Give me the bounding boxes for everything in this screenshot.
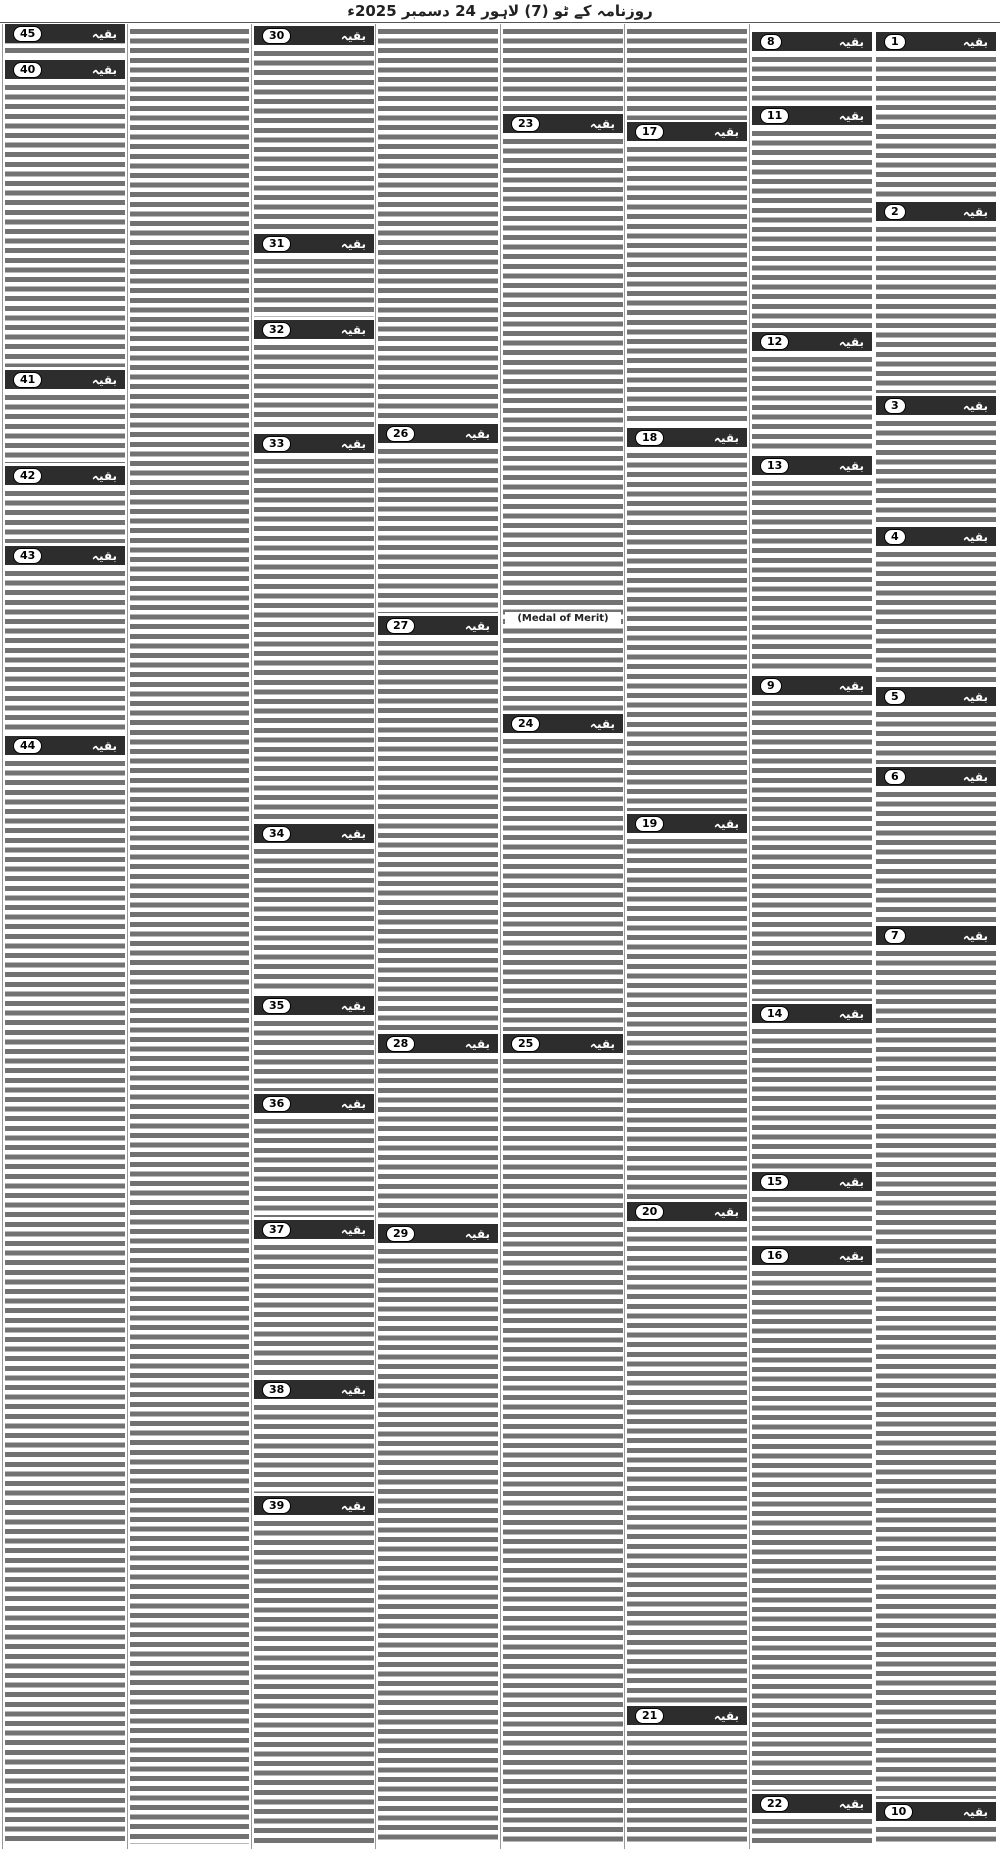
continuation-banner	[5, 60, 125, 79]
continuation-banner	[876, 1802, 996, 1821]
continuation-label: بقیہ	[340, 322, 366, 337]
continuation-number: 11	[760, 108, 789, 124]
continuation-number: 20	[635, 1204, 664, 1220]
article-text	[254, 48, 374, 231]
continuation-number: 38	[262, 1382, 291, 1398]
continuation-number: 15	[760, 1174, 789, 1190]
medal-of-merit-text: (Medal of Merit)	[505, 612, 621, 626]
column-4	[500, 24, 625, 1849]
continuation-banner	[752, 1004, 872, 1023]
continuation-banner	[254, 434, 374, 453]
continuation-label: بقیہ	[91, 372, 117, 387]
continuation-banner	[752, 1172, 872, 1191]
article-text	[254, 256, 374, 317]
continuation-label: بقیہ	[713, 816, 739, 831]
continuation-label: بقیہ	[962, 529, 988, 544]
continuation-number: 23	[511, 116, 540, 132]
article-text	[378, 638, 498, 1031]
article-text	[876, 1824, 996, 1844]
article-text	[5, 568, 125, 733]
continuation-number: 18	[635, 430, 664, 446]
continuation-label: بقیہ	[838, 458, 864, 473]
continuation-banner	[752, 1794, 872, 1813]
continuation-banner	[378, 1224, 498, 1243]
article-text	[752, 1026, 872, 1169]
continuation-banner	[752, 332, 872, 351]
continuation-banner	[5, 370, 125, 389]
continuation-number: 12	[760, 334, 789, 350]
continuation-number: 19	[635, 816, 664, 832]
continuation-banner	[503, 114, 623, 133]
article-text	[254, 1116, 374, 1217]
continuation-banner	[876, 687, 996, 706]
article-text	[627, 450, 747, 811]
continuation-banner	[254, 1496, 374, 1515]
continuation-label: بقیہ	[91, 738, 117, 753]
article-text	[876, 948, 996, 1799]
continuation-number: 10	[884, 1804, 913, 1820]
continuation-label: بقیہ	[91, 62, 117, 77]
continuation-label: بقیہ	[962, 34, 988, 49]
continuation-label: بقیہ	[838, 34, 864, 49]
continuation-banner	[254, 1094, 374, 1113]
continuation-number: 6	[884, 769, 906, 785]
column-8	[2, 24, 127, 1849]
article-text	[876, 224, 996, 393]
continuation-label: بقیہ	[713, 1708, 739, 1723]
continuation-banner	[627, 814, 747, 833]
continuation-label: بقیہ	[713, 124, 739, 139]
continuation-label: بقیہ	[340, 1222, 366, 1237]
article-text	[876, 549, 996, 684]
continuation-banner	[876, 926, 996, 945]
continuation-banner	[752, 456, 872, 475]
newspaper-masthead: روزنامہ کے ٹو (7) لاہور 24 دسمبر 2025ء	[0, 0, 1000, 23]
continuation-number: 29	[386, 1226, 415, 1242]
continuation-number: 16	[760, 1248, 789, 1264]
article-text	[254, 1518, 374, 1844]
continuation-number: 17	[635, 124, 664, 140]
continuation-banner	[876, 767, 996, 786]
newspaper-columns	[2, 24, 998, 1849]
continuation-number: 36	[262, 1096, 291, 1112]
continuation-number: 26	[386, 426, 415, 442]
continuation-number: 8	[760, 34, 782, 50]
continuation-label: بقیہ	[589, 116, 615, 131]
continuation-number: 1	[884, 34, 906, 50]
continuation-number: 9	[760, 678, 782, 694]
continuation-label: بقیہ	[91, 468, 117, 483]
continuation-number: 30	[262, 28, 291, 44]
continuation-banner	[503, 1034, 623, 1053]
article-text	[876, 418, 996, 524]
article-text	[627, 144, 747, 425]
continuation-label: بقیہ	[464, 1036, 490, 1051]
continuation-number: 22	[760, 1796, 789, 1812]
article-text	[752, 1816, 872, 1844]
continuation-banner	[378, 1034, 498, 1053]
article-text	[503, 736, 623, 1031]
continuation-number: 31	[262, 236, 291, 252]
article-text	[254, 1242, 374, 1377]
article-text	[378, 446, 498, 613]
continuation-label: بقیہ	[713, 1204, 739, 1219]
article-text	[5, 392, 125, 463]
continuation-label: بقیہ	[91, 548, 117, 563]
continuation-number: 32	[262, 322, 291, 338]
article-text	[254, 846, 374, 993]
article-text	[876, 54, 996, 199]
continuation-label: بقیہ	[962, 1804, 988, 1819]
continuation-banner	[752, 32, 872, 51]
article-text	[254, 456, 374, 821]
continuation-banner	[378, 424, 498, 443]
article-text	[627, 1728, 747, 1844]
continuation-label: بقیہ	[838, 1248, 864, 1263]
continuation-banner	[627, 1706, 747, 1725]
continuation-label: بقیہ	[340, 236, 366, 251]
continuation-banner	[378, 616, 498, 635]
continuation-number: 7	[884, 928, 906, 944]
continuation-label: بقیہ	[340, 998, 366, 1013]
continuation-banner	[254, 1380, 374, 1399]
continuation-number: 13	[760, 458, 789, 474]
continuation-banner	[5, 736, 125, 755]
continuation-banner	[5, 546, 125, 565]
article-text	[752, 1268, 872, 1791]
continuation-number: 45	[13, 26, 42, 42]
continuation-number: 42	[13, 468, 42, 484]
article-text	[254, 1402, 374, 1493]
continuation-label: بقیہ	[838, 334, 864, 349]
continuation-banner	[876, 202, 996, 221]
continuation-label: بقیہ	[838, 1006, 864, 1021]
continuation-number: 33	[262, 436, 291, 452]
continuation-label: بقیہ	[838, 1174, 864, 1189]
continuation-banner	[627, 1202, 747, 1221]
continuation-number: 14	[760, 1006, 789, 1022]
continuation-number: 21	[635, 1708, 664, 1724]
continuation-number: 27	[386, 618, 415, 634]
continuation-banner	[752, 1246, 872, 1265]
continuation-label: بقیہ	[340, 826, 366, 841]
continuation-banner	[254, 234, 374, 253]
continuation-number: 2	[884, 204, 906, 220]
continuation-banner	[627, 122, 747, 141]
continuation-number: 4	[884, 529, 906, 545]
continuation-label: بقیہ	[838, 108, 864, 123]
continuation-label: بقیہ	[962, 928, 988, 943]
continuation-label: بقیہ	[962, 689, 988, 704]
continuation-number: 25	[511, 1036, 540, 1052]
column-1	[874, 24, 998, 1849]
column-3	[624, 24, 749, 1849]
column-6	[251, 24, 376, 1849]
continuation-banner	[752, 106, 872, 125]
continuation-label: بقیہ	[962, 398, 988, 413]
continuation-label: بقیہ	[589, 1036, 615, 1051]
continuation-number: 35	[262, 998, 291, 1014]
article-text	[627, 836, 747, 1199]
continuation-label: بقیہ	[464, 618, 490, 633]
continuation-banner	[752, 676, 872, 695]
continuation-label: بقیہ	[589, 716, 615, 731]
article-text	[752, 354, 872, 453]
continuation-number: 41	[13, 372, 42, 388]
continuation-banner	[627, 428, 747, 447]
continuation-banner	[254, 996, 374, 1015]
article-text	[378, 1246, 498, 1844]
continuation-label: بقیہ	[838, 1796, 864, 1811]
continuation-label: بقیہ	[91, 26, 117, 41]
article-text	[503, 1056, 623, 1844]
continuation-number: 34	[262, 826, 291, 842]
article-text	[254, 1018, 374, 1091]
continuation-number: 28	[386, 1036, 415, 1052]
continuation-number: 24	[511, 716, 540, 732]
article-text	[503, 26, 623, 112]
continuation-label: بقیہ	[340, 1382, 366, 1397]
continuation-banner	[254, 26, 374, 45]
article-text	[876, 789, 996, 923]
continuation-banner	[503, 714, 623, 733]
continuation-number: 39	[262, 1498, 291, 1514]
continuation-banner	[876, 527, 996, 546]
continuation-number: 37	[262, 1222, 291, 1238]
article-text	[627, 26, 747, 120]
article-text	[876, 709, 996, 764]
continuation-label: بقیہ	[340, 436, 366, 451]
continuation-banner	[5, 24, 125, 43]
continuation-banner	[254, 320, 374, 339]
article-text	[130, 26, 249, 1844]
continuation-number: 44	[13, 738, 42, 754]
article-text	[5, 82, 125, 367]
article-text	[752, 128, 872, 329]
continuation-number: 5	[884, 689, 906, 705]
article-text	[752, 1194, 872, 1243]
continuation-label: بقیہ	[962, 769, 988, 784]
article-text	[752, 54, 872, 103]
continuation-label: بقیہ	[340, 1096, 366, 1111]
article-text	[5, 758, 125, 1844]
article-text	[254, 342, 374, 431]
column-2	[749, 24, 874, 1849]
article-text	[378, 26, 498, 422]
continuation-banner	[254, 824, 374, 843]
continuation-banner	[254, 1220, 374, 1239]
column-7	[127, 24, 251, 1849]
continuation-label: بقیہ	[464, 426, 490, 441]
continuation-label: بقیہ	[838, 678, 864, 693]
continuation-banner	[876, 396, 996, 415]
continuation-banner	[5, 466, 125, 485]
continuation-banner	[876, 32, 996, 51]
continuation-number: 40	[13, 62, 42, 78]
article-text	[752, 478, 872, 673]
article-text	[378, 1056, 498, 1221]
article-text	[752, 698, 872, 1001]
continuation-label: بقیہ	[340, 28, 366, 43]
continuation-label: بقیہ	[713, 430, 739, 445]
continuation-number: 43	[13, 548, 42, 564]
column-5	[375, 24, 500, 1849]
article-text	[5, 488, 125, 543]
continuation-label: بقیہ	[962, 204, 988, 219]
article-text	[627, 1224, 747, 1703]
continuation-label: بقیہ	[464, 1226, 490, 1241]
continuation-label: بقیہ	[340, 1498, 366, 1513]
continuation-number: 3	[884, 398, 906, 414]
